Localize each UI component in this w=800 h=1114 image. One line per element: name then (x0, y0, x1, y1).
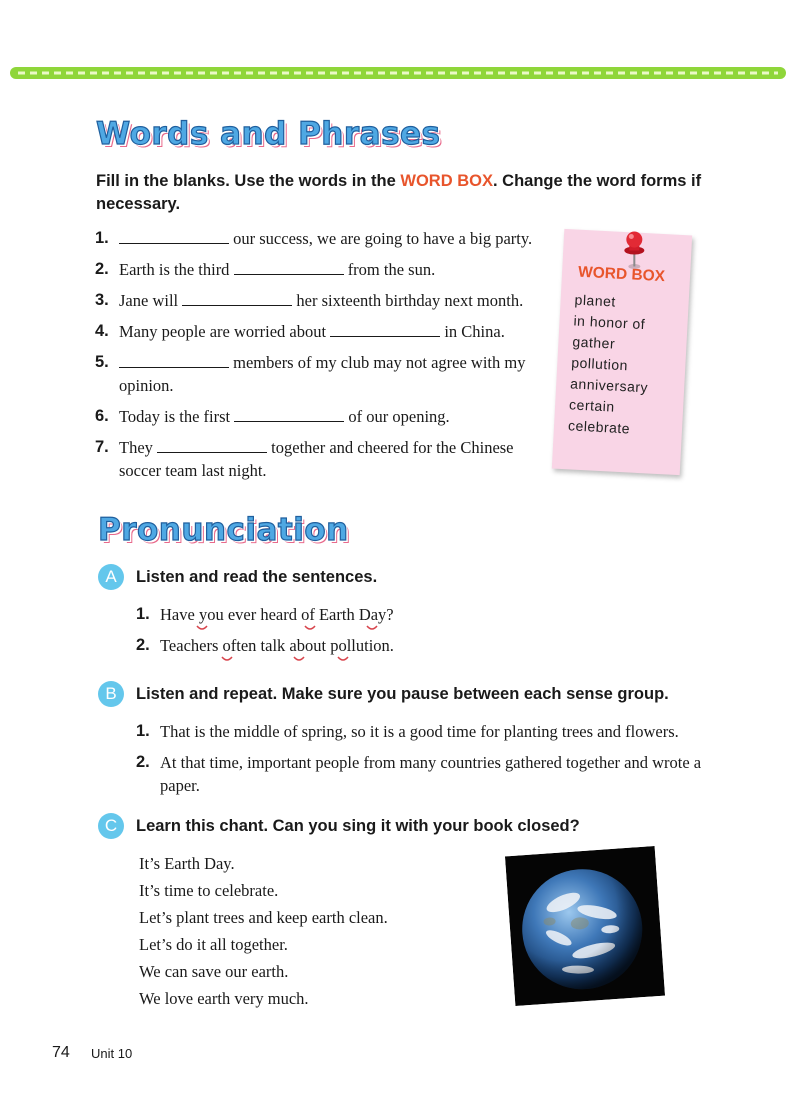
liaison-mark (366, 625, 378, 631)
pushpin-icon (619, 231, 649, 271)
liaison-mark (337, 656, 349, 662)
exercise-item (95, 405, 555, 428)
exercise-item (95, 320, 555, 343)
item-number: 6. (95, 407, 109, 425)
sentence-text: At that time, important people from many countries gathered together and wrote a paper. (160, 753, 702, 795)
part-a-badge: A (98, 564, 124, 590)
chant-line: It’s time to celebrate. (139, 881, 279, 900)
word-box-word: pollution (570, 354, 629, 374)
answer-blank[interactable] (234, 260, 344, 275)
item-sentence (119, 436, 555, 482)
sentence-number: 1. (136, 722, 150, 740)
instruction-text-end: . Change the word forms if necessary. (96, 172, 702, 213)
chant-line: Let’s do it all together. (139, 935, 288, 954)
part-a-sentences (136, 603, 394, 665)
sentence-after: from the sun. (343, 260, 436, 279)
part-b-sentences (136, 720, 706, 805)
instruction-text: Fill in the blanks. Use the words in the (96, 172, 401, 190)
liaison-mark (221, 656, 233, 662)
exercise-item (95, 289, 555, 312)
part-c-heading (98, 813, 580, 839)
word-box-list (568, 289, 653, 440)
sentence-before: Today is the first (119, 407, 235, 426)
sentence-before: Jane will (119, 291, 183, 310)
liaison-mark (196, 625, 208, 631)
sentence-number: 2. (136, 753, 150, 771)
sentence-text: That is the middle of spring, so it is a good time for planting trees and flowers. (160, 722, 679, 741)
sentence-number: 2. (136, 636, 150, 654)
part-b-badge: B (98, 681, 124, 707)
sentence-after: members of my club may not agree with my opinion. (119, 353, 526, 395)
item-sentence (119, 258, 435, 281)
exercise-list (95, 227, 555, 490)
chant-lines (139, 850, 388, 1012)
item-number: 1. (95, 229, 109, 247)
sentence-after: of our opening. (344, 407, 450, 426)
liaison-mark (293, 656, 305, 662)
word-box-word: certain (568, 396, 616, 415)
sentence-after: together and cheered for the Chinese soccer team last night. (119, 438, 514, 480)
item-number: 3. (95, 291, 109, 309)
liaison-mark (304, 625, 316, 631)
item-sentence (119, 227, 532, 250)
exercise-item (95, 227, 555, 250)
chant-line: We love earth very much. (139, 989, 309, 1008)
sentence-text: Teachers often talk about pollution. (160, 636, 394, 655)
sentence-text: Have you ever heard of Earth Day? (160, 605, 394, 624)
item-number: 4. (95, 322, 109, 340)
word-box-word: in honor of (573, 312, 646, 333)
sentence-after: her sixteenth birthday next month. (292, 291, 524, 310)
word-box-word: gather (572, 333, 616, 352)
part-a-heading (98, 564, 377, 590)
item-sentence (119, 405, 450, 428)
answer-blank[interactable] (330, 322, 440, 337)
sentence-item (136, 634, 394, 657)
exercise-item (95, 258, 555, 281)
word-box-title: WORD BOX (577, 263, 666, 286)
part-a-instruction: Listen and read the sentences. (136, 567, 378, 586)
word-box-word: anniversary (569, 375, 649, 396)
exercise-item (95, 351, 555, 397)
part-c-instruction: Learn this chant. Can you sing it with your book closed? (136, 816, 580, 835)
answer-blank[interactable] (234, 407, 344, 422)
word-box-word: celebrate (567, 417, 631, 437)
sentence-item (136, 720, 706, 743)
exercise-item (95, 436, 555, 482)
sentence-before: Many people are worried about (119, 322, 331, 341)
item-sentence (119, 320, 505, 343)
answer-blank[interactable] (182, 291, 292, 306)
item-sentence (119, 351, 555, 397)
fill-in-instructions (96, 170, 716, 216)
item-number: 2. (95, 260, 109, 278)
item-number: 7. (95, 438, 109, 456)
item-number: 5. (95, 353, 109, 371)
part-b-heading (98, 681, 669, 707)
answer-blank[interactable] (119, 353, 229, 368)
sentence-after: in China. (440, 322, 505, 341)
word-box-note (552, 229, 692, 475)
earth-image (505, 846, 665, 1006)
words-and-phrases-title: Words and Phrases (96, 116, 441, 152)
sentence-item (136, 751, 706, 797)
answer-blank[interactable] (157, 438, 267, 453)
item-sentence (119, 289, 523, 312)
part-c-badge: C (98, 813, 124, 839)
pronunciation-title: Pronunciation (98, 512, 349, 548)
decorative-green-bar (10, 66, 786, 80)
sentence-number: 1. (136, 605, 150, 623)
answer-blank[interactable] (119, 229, 229, 244)
chant-line: Let’s plant trees and keep earth clean. (139, 908, 388, 927)
chant-line: It’s Earth Day. (139, 854, 235, 873)
chant-line: We can save our earth. (139, 962, 289, 981)
word-box-word: planet (574, 291, 617, 310)
sentence-item (136, 603, 394, 626)
instruction-word-box: WORD BOX (400, 172, 493, 190)
unit-label: Unit 10 (91, 1046, 133, 1061)
sentence-after: our success, we are going to have a big party. (229, 229, 533, 248)
page-number: 74 (52, 1044, 70, 1061)
sentence-before: Earth is the third (119, 260, 234, 279)
part-b-instruction: Listen and repeat. Make sure you pause between each sense group. (136, 684, 669, 703)
sentence-before: They (119, 438, 158, 457)
